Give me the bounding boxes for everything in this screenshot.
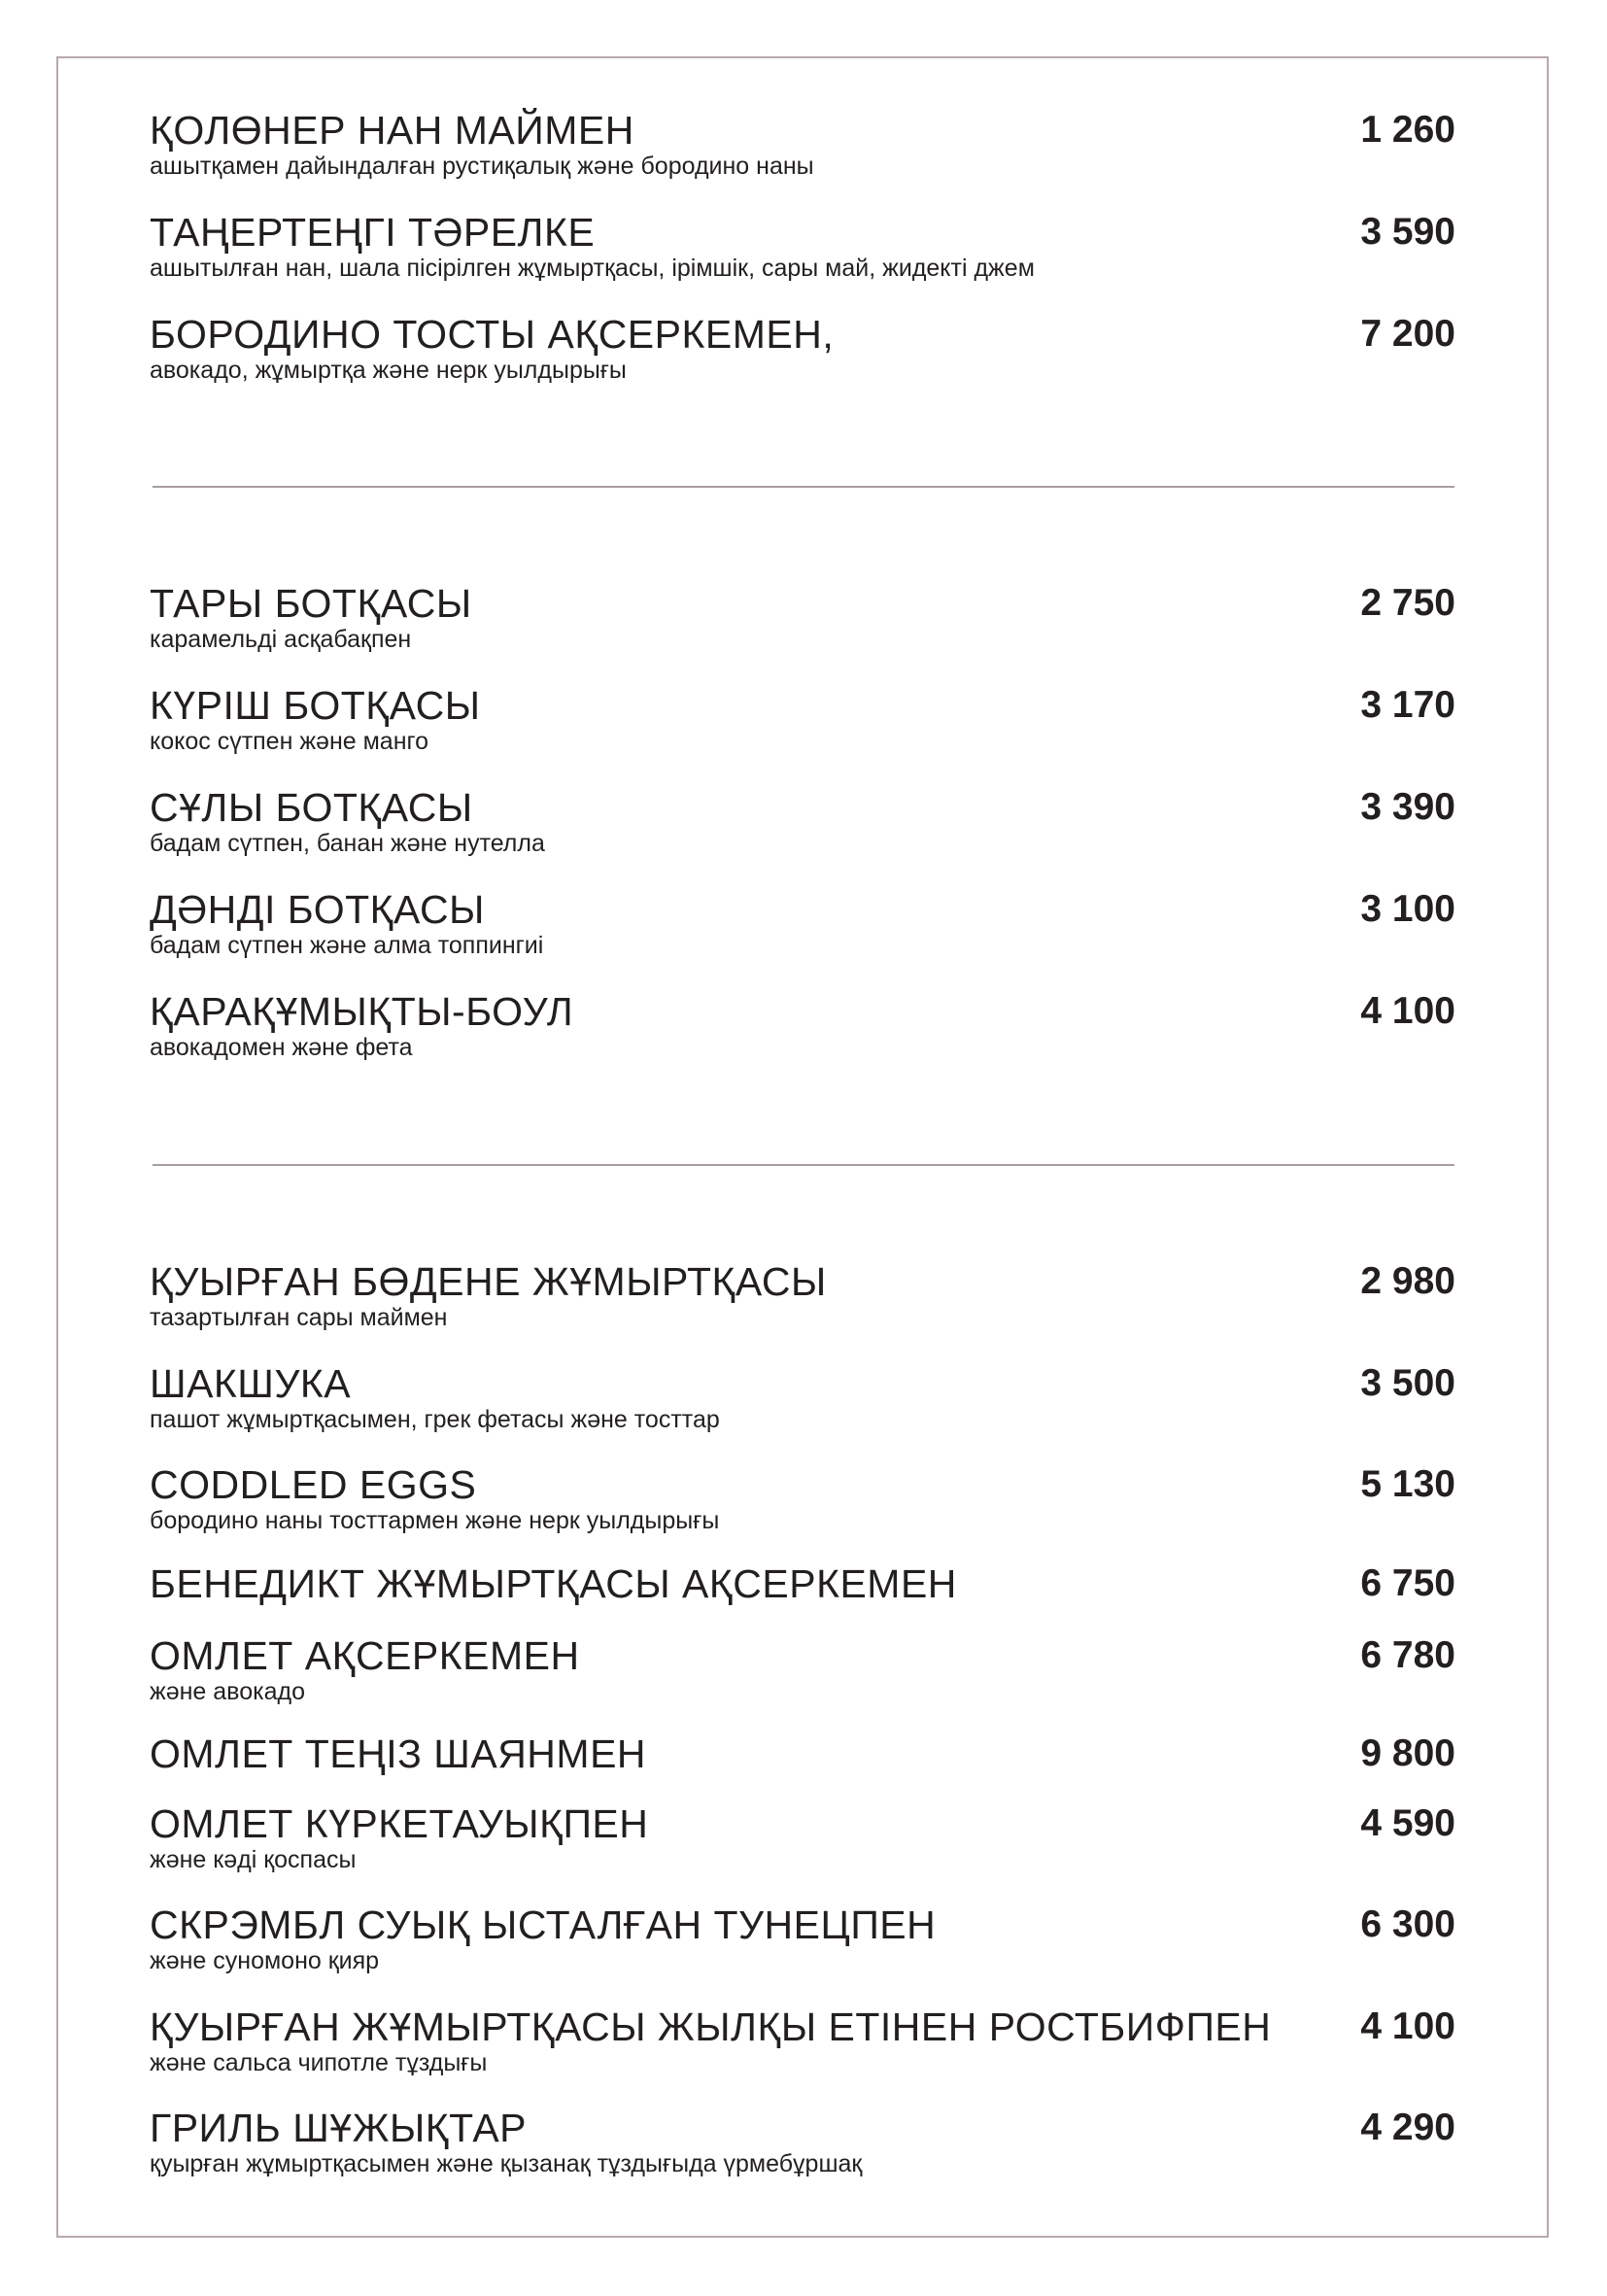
item-price: 3 390 <box>1360 786 1455 828</box>
item-price: 4 100 <box>1360 2005 1455 2047</box>
item-name: СҰЛЫ БОТҚАСЫ <box>150 785 473 830</box>
item-price: 6 750 <box>1360 1562 1455 1604</box>
item-price: 4 290 <box>1360 2107 1455 2148</box>
item-price: 3 590 <box>1360 211 1455 253</box>
item-name: СКРЭМБЛ СУЫҚ ЫСТАЛҒАН ТУНЕЦПЕН <box>150 1902 937 1947</box>
item-description: кокос сүтпен және манго <box>150 728 428 755</box>
item-price: 4 100 <box>1360 990 1455 1032</box>
item-price: 2 980 <box>1360 1260 1455 1302</box>
item-description: және сальса чипотле тұздығы <box>150 2049 488 2076</box>
item-description: бадам сүтпен, банан және нутелла <box>150 830 545 857</box>
item-name: ТАҢЕРТЕҢГІ ТӘРЕЛКЕ <box>150 210 596 255</box>
item-price: 7 200 <box>1360 313 1455 355</box>
item-description: карамельді асқабақпен <box>150 626 412 653</box>
item-price: 2 750 <box>1360 582 1455 624</box>
item-description: бородино наны тосттармен және нерк уылдырығы <box>150 1507 720 1534</box>
item-description: тазартылған сары маймен <box>150 1304 448 1331</box>
item-price: 5 130 <box>1360 1463 1455 1505</box>
item-price: 4 590 <box>1360 1802 1455 1844</box>
item-price: 6 300 <box>1360 1903 1455 1945</box>
item-price: 6 780 <box>1360 1634 1455 1676</box>
item-price: 3 500 <box>1360 1362 1455 1404</box>
item-description: қуырған жұмыртқасымен және қызанақ тұздығыда үрмебұршақ <box>150 2150 863 2177</box>
item-name: ҚАРАҚҰМЫҚТЫ-БОУЛ <box>150 989 574 1034</box>
item-description: авокадомен және фета <box>150 1034 413 1061</box>
item-name: БЕНЕДИКТ ЖҰМЫРТҚАСЫ АҚСЕРКЕМЕН <box>150 1561 957 1606</box>
item-name: ШАКШУКА <box>150 1361 352 1406</box>
item-price: 9 800 <box>1360 1732 1455 1774</box>
item-name: КҮРІШ БОТҚАСЫ <box>150 683 481 728</box>
item-name: ГРИЛЬ ШҰЖЫҚТАР <box>150 2106 528 2150</box>
item-name: ОМЛЕТ АҚСЕРКЕМЕН <box>150 1633 580 1678</box>
item-name: CODDLED EGGS <box>150 1462 477 1507</box>
item-price: 3 170 <box>1360 684 1455 726</box>
item-name: ҚУЫРҒАН БӨДЕНЕ ЖҰМЫРТҚАСЫ <box>150 1259 827 1304</box>
item-name: БОРОДИНО ТОСТЫ АҚСЕРКЕМЕН, <box>150 312 835 357</box>
section-divider <box>153 486 1454 488</box>
item-name: ҚОЛӨНЕР НАН МАЙМЕН <box>150 108 634 153</box>
item-price: 3 100 <box>1360 888 1455 930</box>
item-name: ҚУЫРҒАН ЖҰМЫРТҚАСЫ ЖЫЛҚЫ ЕТІНЕН РОСТБИФПЕН <box>150 2005 1272 2049</box>
item-description: пашот жұмыртқасымен, грек фетасы және тосттар <box>150 1406 720 1433</box>
item-name: ОМЛЕТ ТЕҢІЗ ШАЯНМЕН <box>150 1731 647 1776</box>
item-description: ашытқамен дайындалған рустиқалық және бородино наны <box>150 153 814 180</box>
item-name: ТАРЫ БОТҚАСЫ <box>150 581 472 626</box>
item-name: ДӘНДІ БОТҚАСЫ <box>150 887 485 932</box>
item-description: және авокадо <box>150 1678 305 1705</box>
item-description: және кәді қоспасы <box>150 1846 357 1873</box>
section-divider <box>153 1164 1454 1166</box>
item-price: 1 260 <box>1360 109 1455 151</box>
item-description: және суномоно қияр <box>150 1947 380 1974</box>
item-name: ОМЛЕТ КҮРКЕТАУЫҚПЕН <box>150 1801 649 1846</box>
item-description: ашытылған нан, шала пісірілген жұмыртқасы, ірімшік, сары май, жидекті джем <box>150 255 1035 282</box>
item-description: авокадо, жұмыртқа және нерк уылдырығы <box>150 357 627 384</box>
item-description: бадам сүтпен және алма топпингиі <box>150 932 544 959</box>
